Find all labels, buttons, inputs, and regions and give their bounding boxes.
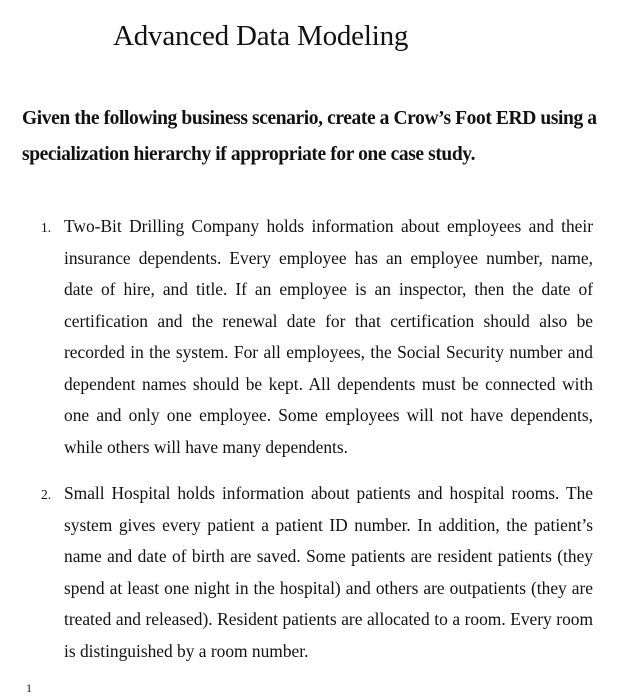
case-number: 1.: [41, 220, 52, 235]
case-study-1: [41, 211, 593, 463]
case-text: Small Hospital holds information about patients and hospital rooms. The system gives every patient a patient ID number. In addition, the patient’s name and date of birth are saved. Some patients are resident patients (they spend at least one night in the hospital) and others are outpatients (they are treated and released). Resident patients are allocated to a room. Every room is distinguished by a room number.: [64, 483, 593, 661]
page-number: 1: [26, 681, 32, 695]
document-title: Advanced Data Modeling: [113, 20, 409, 52]
instructions-text: Given the following business scenario, create a Crow’s Foot ERD using a specialization hierarchy if appropriate for one case study.: [22, 108, 597, 165]
case-study-2: [41, 478, 593, 667]
case-number: 2.: [41, 487, 52, 502]
case-text: Two-Bit Drilling Company holds information about employees and their insurance dependents. Every employee has an employee number, name, date of hire, and title. If an employee is an inspector, then the date of certification and the renewal date for that certification should also be recorded in the system. For all employees, the Social Security number and dependent names should be kept. All dependents must be connected with one and only one employee. Some employees will not have dependents, while others will have many dependents.: [64, 216, 593, 457]
